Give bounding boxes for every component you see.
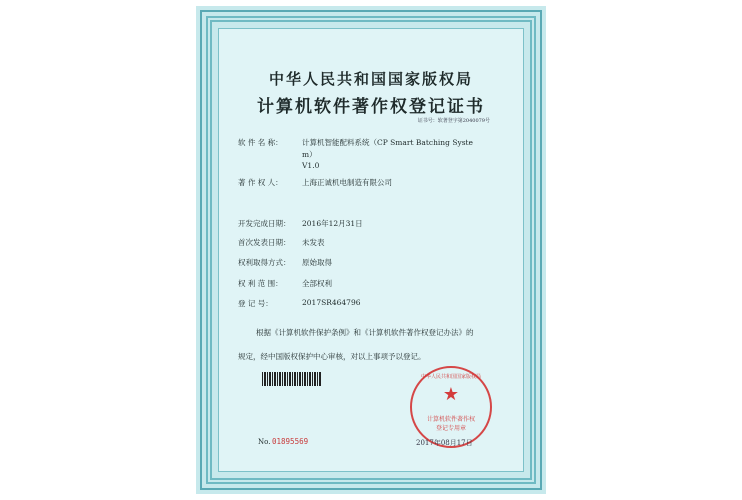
statement-line-1: 根据《计算机软件保护条例》和《计算机软件著作权登记办法》的 (256, 328, 474, 337)
serial-label: No. (258, 438, 271, 446)
rights-scope-label: 权 利 范 围： (238, 279, 283, 288)
registration-label: 登 记 号： (238, 299, 273, 308)
dev-date-value: 2016年12月31日 (302, 219, 363, 228)
certificate (196, 6, 546, 494)
statement-line-2: 规定，经中国版权保护中心审核，对以上事项予以登记。 (238, 352, 426, 361)
certificate-title: 计算机软件著作权登记证书 (257, 97, 485, 117)
software-name-value: 计算机智能配料系统（CP Smart Batching Syste (302, 138, 473, 147)
serial-number: 01895569 (272, 437, 309, 446)
official-seal (410, 366, 492, 448)
issuer-title: 中华人民共和国国家版权局 (268, 70, 473, 88)
certificate-number: 证书号：软著登字第2040079号 (417, 118, 490, 124)
acquire-method-label: 权利取得方式： (238, 258, 291, 267)
software-version: V1.0 (302, 161, 320, 170)
issue-date: 2017年08月17日 (416, 439, 473, 447)
seal-text-line-2: 登记专用章 (435, 425, 466, 432)
registration-value: 2017SR464796 (302, 298, 361, 307)
rights-scope-value: 全部权利 (302, 279, 332, 288)
owner-value: 上海正诚机电制造有限公司 (302, 178, 392, 187)
first-pub-value: 未发表 (302, 238, 325, 247)
seal-text-line-1: 计算机软件著作权 (426, 416, 475, 423)
software-name-value-cont: m） (302, 150, 317, 159)
software-name-label: 软 件 名 称： (238, 138, 283, 147)
dev-date-label: 开发完成日期： (238, 219, 291, 228)
barcode (262, 372, 322, 386)
owner-label: 著 作 权 人： (238, 178, 283, 187)
star-icon: ★ (442, 384, 460, 405)
acquire-method-value: 原始取得 (302, 258, 332, 267)
seal-ring-text: 中华人民共和国国家版权局 (420, 374, 481, 380)
first-pub-label: 首次发表日期： (238, 238, 291, 247)
